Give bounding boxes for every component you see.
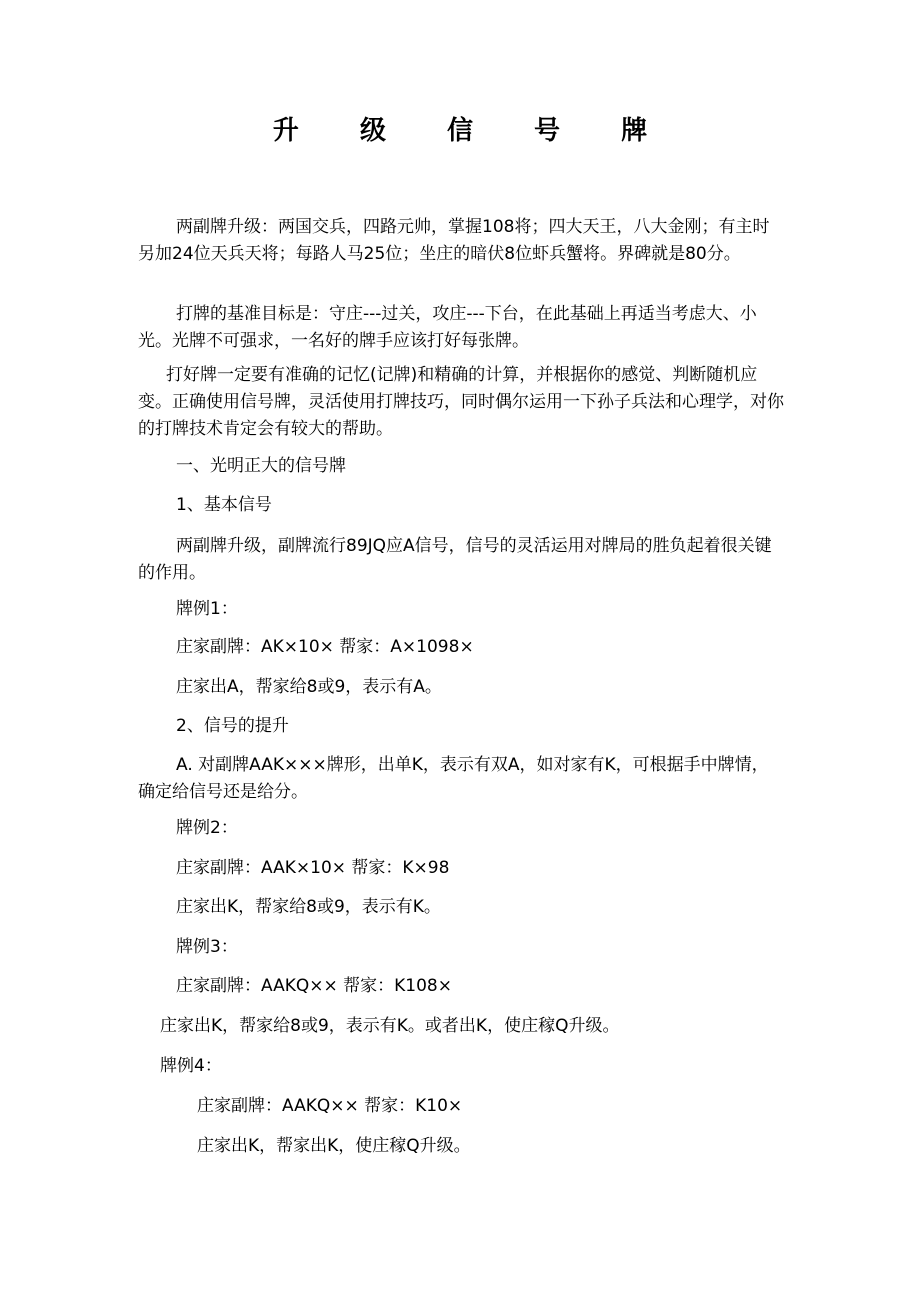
example-play: 庄家出K，帮家给8或9，表示有K。或者出K，使庄稼Q升级。 [160,1016,620,1036]
paragraph-intro: 两副牌升级：两国交兵，四路元帅，掌握108将；四大天王，八大金刚；有主时另加24位天兵天将；每路人马25位；坐庄的暗伏8位虾兵蟹将。界碑就是80分。 [138,217,770,264]
example-label: 牌例3： [176,937,238,957]
example-label: 牌例1： [176,599,238,619]
example-label: 牌例2： [176,818,238,838]
paragraph-memory: 打好牌一定要有准确的记忆(记牌)和精确的计算，并根据你的感觉、判断随机应变。正确使用信号牌，灵活使用打牌技巧，同时偶尔运用一下孙子兵法和心理学，对你的打牌技术肯定会有较大的帮助。 [138,365,784,439]
example-hand: 庄家副牌：AAK×10× 帮家：K×98 [176,858,450,878]
example-play: 庄家出K，帮家出K，使庄稼Q升级。 [197,1136,471,1156]
example-hand: 庄家副牌：AAKQ×× 帮家：K10× [197,1096,463,1116]
subsection-heading: 2、信号的提升 [176,716,289,736]
paragraph-signal-upgrade: A. 对副牌AAK×××牌形，出单K，表示有双A，如对家有K，可根据手中牌情，确定给信号还是给分。 [138,755,769,802]
example-hand: 庄家副牌：AAKQ×× 帮家：K108× [176,976,452,996]
example-label: 牌例4： [160,1056,222,1076]
example-play: 庄家出A，帮家给8或9，表示有A。 [176,677,442,697]
section-heading: 一、光明正大的信号牌 [176,456,346,476]
example-play: 庄家出K，帮家给8或9，表示有K。 [176,897,441,917]
paragraph-goal: 打牌的基准目标是：守庄---过关，攻庄---下台，在此基础上再适当考虑大、小光。光牌不可强求，一名好的牌手应该打好每张牌。 [138,304,757,351]
paragraph-basic-signal: 两副牌升级，副牌流行89JQ应A信号，信号的灵活运用对牌局的胜负起着很关键的作用。 [138,536,772,583]
example-hand: 庄家副牌：AK×10× 帮家：A×1098× [176,637,474,657]
subsection-heading: 1、基本信号 [176,495,272,515]
document-title: 升 级 信 号 牌 [272,116,674,146]
